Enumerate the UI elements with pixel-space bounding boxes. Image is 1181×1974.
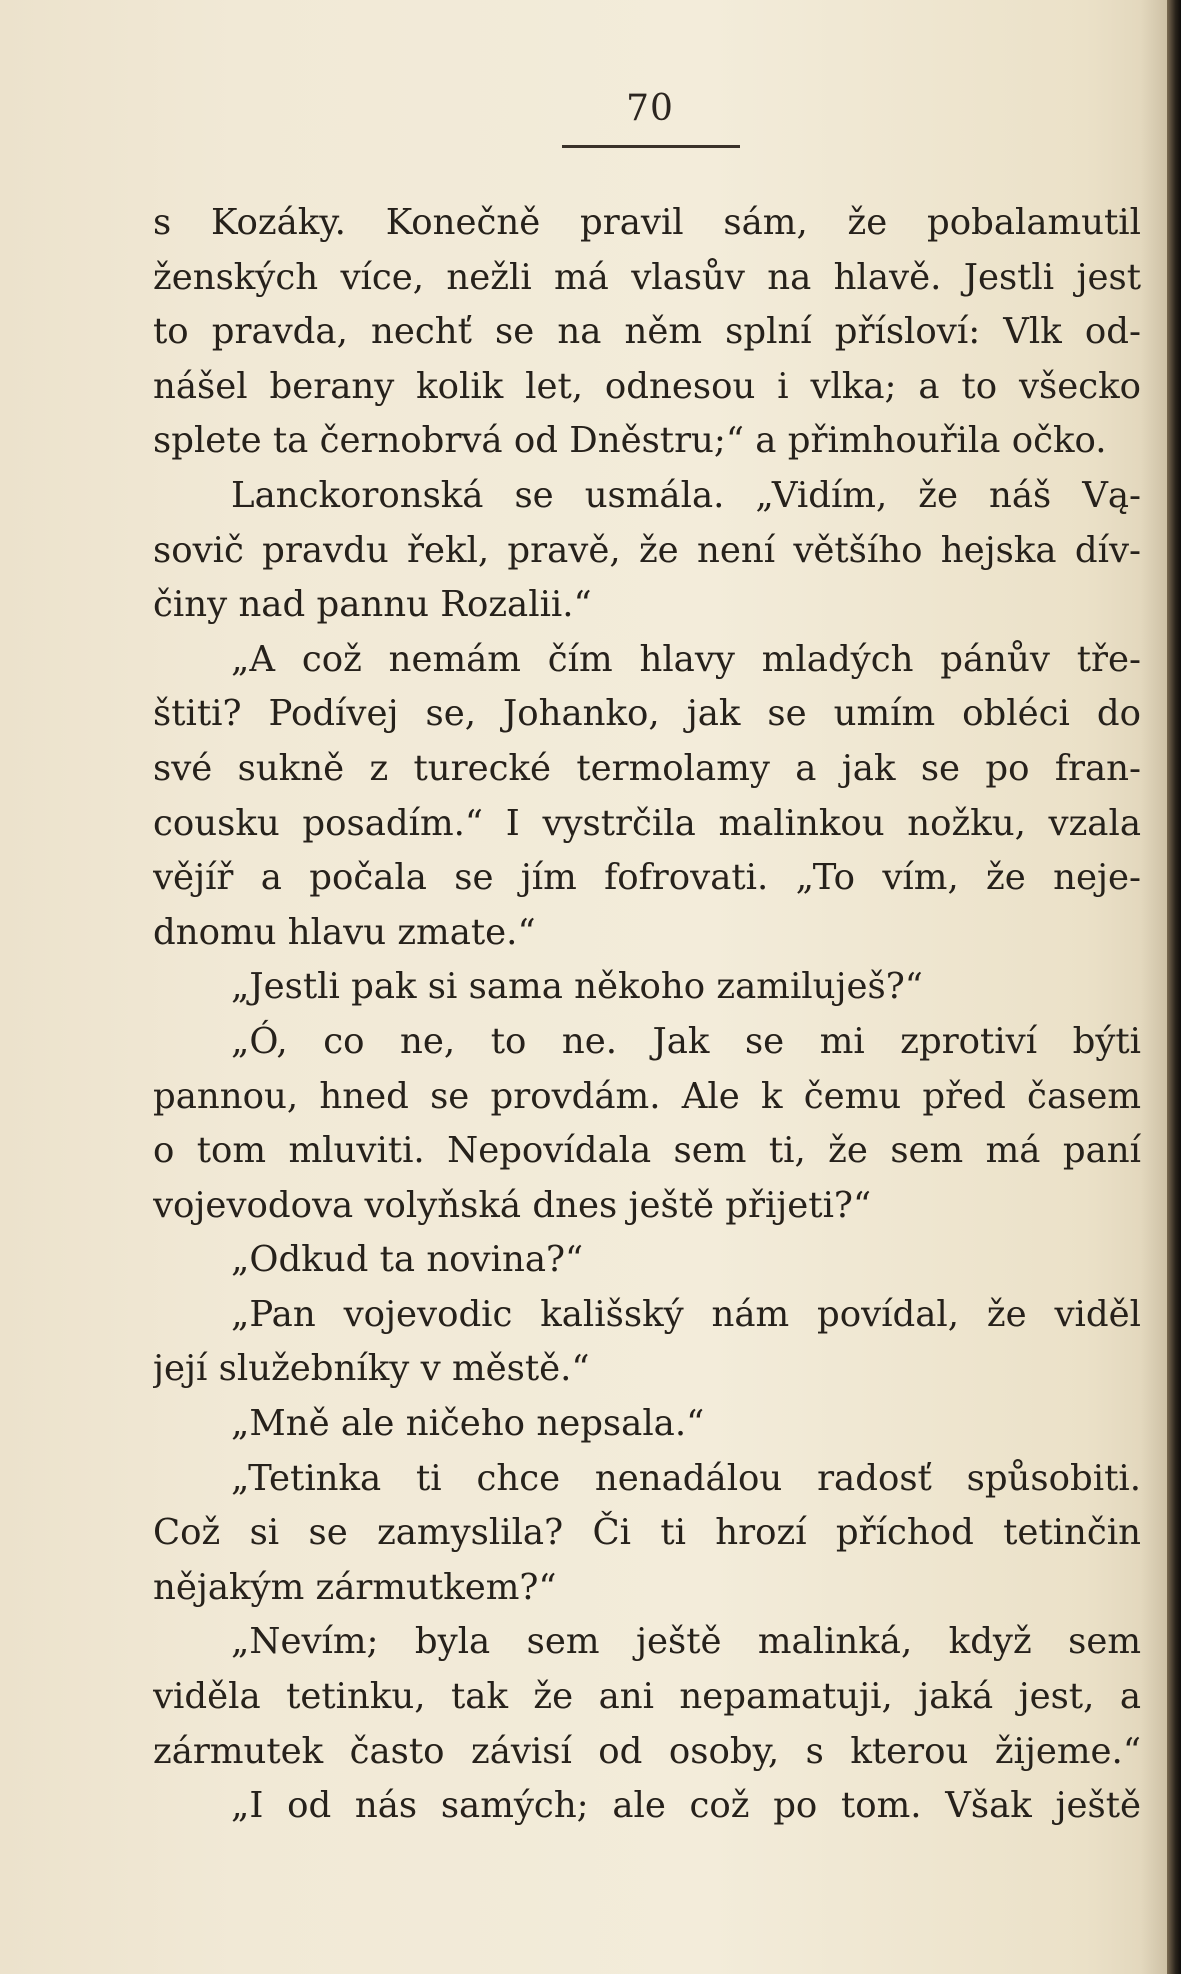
page-number-rule (562, 145, 740, 148)
text-line: „Odkud ta novina?“ (231, 1239, 584, 1281)
text-line: o tom mluviti. Nepovídala sem ti, že sem má paní (153, 1130, 1141, 1172)
text-line: pannou, hned se provdám. Ale k čemu před časem (153, 1075, 1141, 1117)
text-line: Lanckoronská se usmála. „Vidím, že náš Vą- (231, 474, 1141, 516)
text-line: činy nad pannu Rozalii.“ (153, 584, 592, 626)
text-line: sovič pravdu řekl, pravě, že není většího hejska dív- (153, 529, 1141, 571)
text-line: „A což nemám čím hlavy mladých pánův tře- (231, 638, 1141, 680)
text-line: její služebníky v městě.“ (153, 1348, 590, 1390)
text-line: to pravda, nechť se na něm splní přísloví: Vlk od- (153, 311, 1141, 353)
book-spine (1167, 0, 1181, 1974)
page-edge-shadow (1141, 0, 1167, 1974)
text-line: své sukně z turecké termolamy a jak se po fran- (153, 747, 1141, 789)
text-line: nášel berany kolik let, odnesou i vlka; a to všecko (153, 365, 1141, 407)
text-line: „Pan vojevodic kališský nám povídal, že viděl (231, 1293, 1141, 1335)
text-line: cousku posadím.“ I vystrčila malinkou nožku, vzala (153, 802, 1141, 844)
text-line: ženských více, nežli má vlasův na hlavě. Jestli jest (153, 256, 1141, 298)
text-line: dnomu hlavu zmate.“ (153, 911, 536, 953)
text-line: zármutek často závisí od osoby, s kterou žijeme.“ (153, 1730, 1141, 1772)
text-line: s Kozáky. Konečně pravil sám, že pobalamutil (153, 202, 1141, 243)
text-line: „Nevím; byla sem ještě malinká, když sem (231, 1621, 1141, 1663)
text-line: Což si se zamyslila? Či ti hrozí příchod tetinčin (153, 1512, 1141, 1554)
page-number: 70 (626, 88, 674, 129)
text-line: „Tetinka ti chce nenadálou radosť spůsobiti. (231, 1457, 1141, 1499)
text-line: vějíř a počala se jím fofrovati. „To vím, že neje- (153, 857, 1141, 899)
text-line: „Ó, co ne, to ne. Jak se mi zprotiví býti (231, 1020, 1141, 1062)
text-line: „I od nás samých; ale což po tom. Však ještě (231, 1785, 1141, 1827)
text-line: viděla tetinku, tak že ani nepamatuji, jaká jest, a (153, 1676, 1141, 1718)
text-line: „Jestli pak si sama někoho zamiluješ?“ (231, 966, 923, 1008)
text-line: splete ta černobrvá od Dněstru;“ a přimhouřila očko. (153, 420, 1107, 462)
text-line: štiti? Podívej se, Johanko, jak se umím obléci do (153, 693, 1141, 735)
text-line: „Mně ale ničeho nepsala.“ (231, 1403, 705, 1445)
text-line: nějakým zármutkem?“ (153, 1566, 557, 1608)
body-text (153, 196, 1141, 1834)
text-line: vojevodova volyňská dnes ještě přijeti?“ (153, 1184, 872, 1226)
